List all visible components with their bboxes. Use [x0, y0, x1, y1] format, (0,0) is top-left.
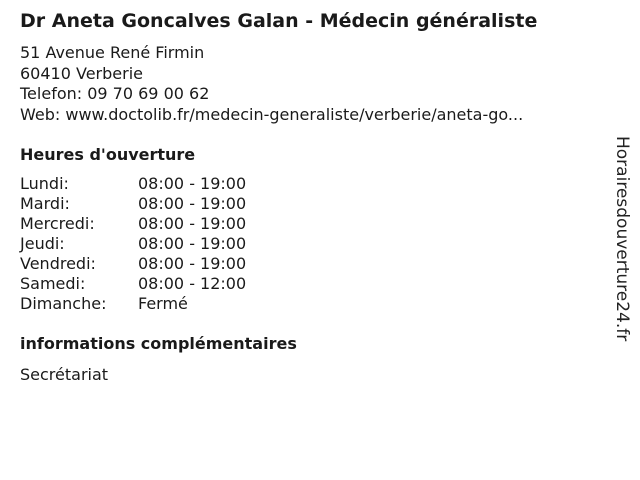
phone-number: Telefon: 09 70 69 00 62 [20, 84, 210, 103]
day-label: Mardi: [20, 194, 70, 213]
day-label: Jeudi: [20, 234, 65, 253]
hours-row-wednesday [20, 214, 246, 234]
day-label: Dimanche: [20, 294, 107, 313]
address-block [20, 43, 523, 125]
website-link[interactable]: Web: www.doctolib.fr/medecin-generaliste/verberie/aneta-go... [20, 104, 524, 124]
opening-hours-heading: Heures d'ouverture [20, 145, 196, 164]
hours-value: 08:00 - 19:00 [138, 234, 247, 253]
hours-row-sunday [20, 294, 246, 314]
street-address: 51 Avenue René Firmin [20, 43, 205, 62]
hours-row-saturday [20, 274, 246, 294]
city-postcode: 60410 Verberie [20, 63, 143, 83]
hours-value: Fermé [138, 294, 188, 313]
day-label: Vendredi: [20, 254, 96, 273]
hours-row-tuesday [20, 194, 246, 214]
hours-value: 08:00 - 19:00 [138, 194, 247, 213]
hours-row-thursday [20, 234, 246, 254]
additional-info-text: Secrétariat [20, 365, 109, 384]
hours-row-monday [20, 174, 246, 194]
hours-value: 08:00 - 19:00 [138, 254, 247, 273]
page-title: Dr Aneta Goncalves Galan - Médecin généraliste [20, 10, 538, 32]
site-watermark: Horairesdouverture24.fr [612, 136, 632, 342]
hours-row-friday [20, 254, 246, 274]
hours-value: 08:00 - 12:00 [138, 274, 247, 293]
opening-hours-table [20, 174, 246, 314]
day-label: Mercredi: [20, 214, 95, 233]
hours-value: 08:00 - 19:00 [138, 214, 247, 233]
additional-info-heading: informations complémentaires [20, 334, 297, 353]
day-label: Samedi: [20, 274, 86, 293]
hours-value: 08:00 - 19:00 [138, 174, 247, 193]
day-label: Lundi: [20, 174, 69, 193]
